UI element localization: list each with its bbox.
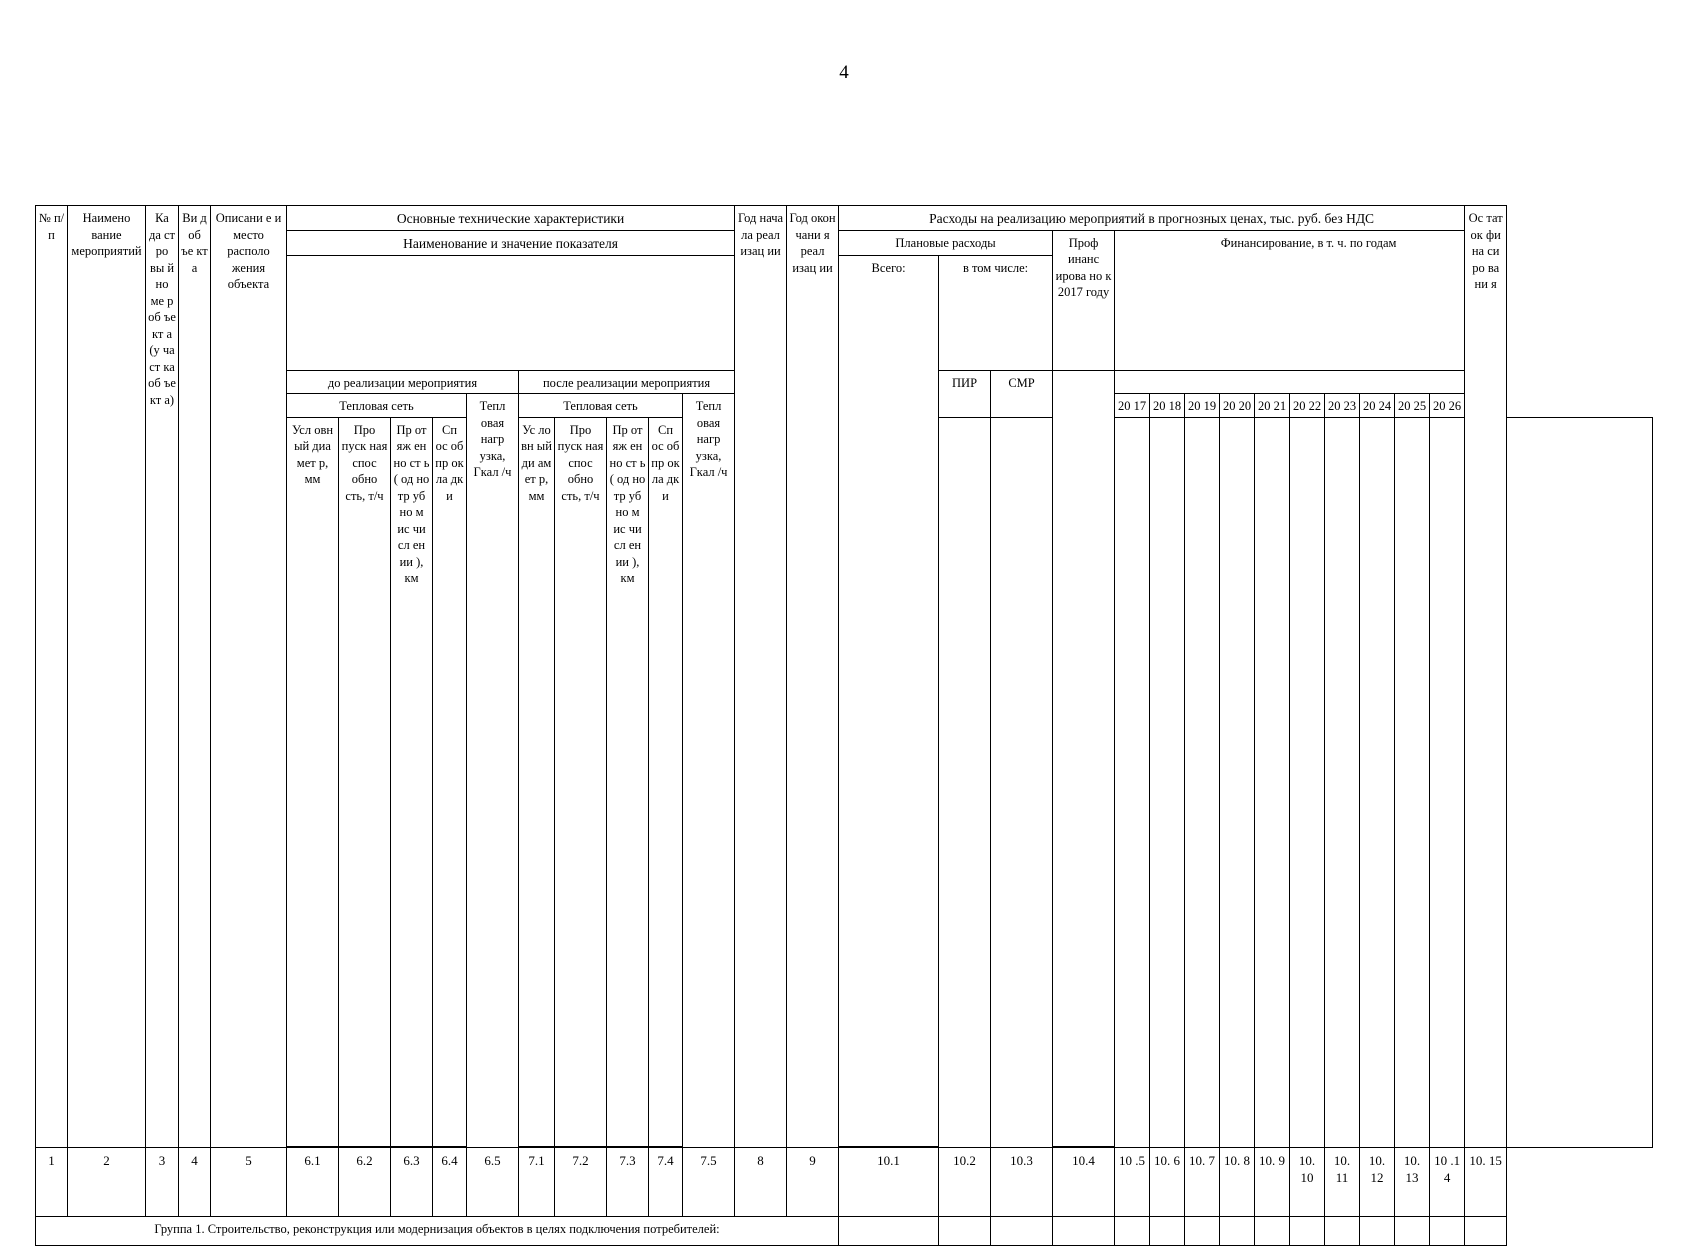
- group-cell-10-1: [839, 1216, 939, 1245]
- colnum-7-4: 7.4: [649, 1147, 683, 1216]
- year-body-2024: [1395, 417, 1430, 1147]
- year-header-2022: 20 22: [1290, 394, 1325, 418]
- year-header-2019: 20 19: [1185, 394, 1220, 418]
- measures-table-container: [35, 205, 1653, 1246]
- colnum-10-6: 10. 6: [1150, 1147, 1185, 1216]
- colnum-7-1: 7.1: [519, 1147, 555, 1216]
- colnum-10-1: 10.1: [839, 1147, 939, 1216]
- col-header-capacity-after: Про пуск ная спос обно сть, т/ч: [555, 417, 607, 1146]
- colnum-6-4: 6.4: [433, 1147, 467, 1216]
- group-cell-10-5: [1115, 1216, 1150, 1245]
- pir-body-cell: [939, 417, 991, 1147]
- year-body-2017: [1150, 417, 1185, 1147]
- col-header-np: № п/п: [36, 206, 68, 1148]
- year-header-2021: 20 21: [1255, 394, 1290, 418]
- group-cell-10-3: [991, 1216, 1053, 1245]
- group-cell-10-10: [1290, 1216, 1325, 1245]
- colnum-7-2: 7.2: [555, 1147, 607, 1216]
- col-header-tech-sub: Наименование и значение показателя: [287, 230, 735, 255]
- tech-header-spacer: [287, 255, 735, 370]
- col-header-description: Описани е и место располо жения объекта: [211, 206, 287, 1148]
- col-header-before: до реализации мероприятия: [287, 370, 519, 394]
- year-body-2025: [1430, 417, 1465, 1147]
- colnum-10-4: 10.4: [1053, 1147, 1115, 1216]
- colnum-10-2: 10.2: [939, 1147, 991, 1216]
- group-cell-10-8: [1220, 1216, 1255, 1245]
- col-header-year-start: Год нача ла реал изац ии: [735, 206, 787, 1148]
- col-header-length-after: Пр от яж ен но ст ь ( од но тр уб но м ис чи сл ен ии ), км: [607, 417, 649, 1146]
- year-body-2023: [1360, 417, 1395, 1147]
- header-row-1: [36, 206, 1653, 231]
- group-row-label: Группа 1. Строительство, реконструкция или модернизация объектов в целях подключения потребителей:: [36, 1216, 839, 1245]
- group-cell-10-2: [939, 1216, 991, 1245]
- group-cell-10-15: [1465, 1216, 1507, 1245]
- group-cell-10-6: [1150, 1216, 1185, 1245]
- year-header-2024: 20 24: [1360, 394, 1395, 418]
- colnum-10-13: 10. 13: [1395, 1147, 1430, 1216]
- col-header-year-end: Год окон чани я реал изац ии: [787, 206, 839, 1148]
- col-header-smr: СМР: [991, 370, 1053, 417]
- col-header-total: Всего:: [839, 255, 939, 1146]
- group-cell-10-12: [1360, 1216, 1395, 1245]
- year-header-2020: 20 20: [1220, 394, 1255, 418]
- year-body-2020: [1255, 417, 1290, 1147]
- col-header-laying-after: Сп ос об пр ок ла дк и: [649, 417, 683, 1146]
- col-header-after: после реализации мероприятия: [519, 370, 735, 394]
- year-body-2021: [1290, 417, 1325, 1147]
- colnum-10-9: 10. 9: [1255, 1147, 1290, 1216]
- col-header-vid: Ви д об ъе кт а: [179, 206, 211, 1148]
- year-body-2018: [1185, 417, 1220, 1147]
- colnum-7-3: 7.3: [607, 1147, 649, 1216]
- year-header-2025: 20 25: [1395, 394, 1430, 418]
- colnum-6-1: 6.1: [287, 1147, 339, 1216]
- col-header-prof: Проф инанс ирова но к 2017 году: [1053, 230, 1115, 370]
- col-header-diameter-after: Ус ло вн ый ди ам ет р, мм: [519, 417, 555, 1146]
- measures-table: [35, 205, 1653, 1246]
- colnum-10-5: 10 .5: [1115, 1147, 1150, 1216]
- colnum-9: 9: [787, 1147, 839, 1216]
- group-cell-10-13: [1395, 1216, 1430, 1245]
- year-body-2022: [1325, 417, 1360, 1147]
- group-row: [36, 1216, 1653, 1245]
- year-header-2023: 20 23: [1325, 394, 1360, 418]
- column-number-row: [36, 1147, 1653, 1216]
- col-header-heatload-before: Тепл овая нагр узка, Гкал /ч: [467, 394, 519, 1148]
- col-header-cadastr: Ка да ст ро вы й но ме р об ъе кт а (у ча ст ка об ъе кт а): [146, 206, 179, 1148]
- col-header-heatnet-after: Тепловая сеть: [519, 394, 683, 418]
- col-header-length-before: Пр от яж ен но ст ь ( од но тр уб но м ис чи сл ен ии ), км: [391, 417, 433, 1146]
- group-cell-10-14: [1430, 1216, 1465, 1245]
- colnum-6-5: 6.5: [467, 1147, 519, 1216]
- year-body-2026: [1507, 417, 1653, 1147]
- group-cell-10-4: [1053, 1216, 1115, 1245]
- colnum-10-12: 10. 12: [1360, 1147, 1395, 1216]
- year-body-2019: [1220, 417, 1255, 1147]
- prof-body-cell: [1115, 417, 1150, 1147]
- colnum-6-2: 6.2: [339, 1147, 391, 1216]
- col-header-financing: Финансирование, в т. ч. по годам: [1115, 230, 1465, 370]
- group-cell-10-11: [1325, 1216, 1360, 1245]
- col-header-name: Наимено вание мероприятий: [68, 206, 146, 1148]
- col-header-planned: Плановые расходы: [839, 230, 1053, 255]
- colnum-3: 3: [146, 1147, 179, 1216]
- colnum-1: 1: [36, 1147, 68, 1216]
- colnum-10-14: 10 .1 4: [1430, 1147, 1465, 1216]
- col-header-heatnet-before: Тепловая сеть: [287, 394, 467, 418]
- colnum-2: 2: [68, 1147, 146, 1216]
- year-header-2017: 20 17: [1115, 394, 1150, 418]
- col-header-pir: ПИР: [939, 370, 991, 417]
- colnum-6-3: 6.3: [391, 1147, 433, 1216]
- colnum-4: 4: [179, 1147, 211, 1216]
- colnum-5: 5: [211, 1147, 287, 1216]
- financing-years-spacer: [1115, 370, 1465, 394]
- prof-spacer: [1053, 370, 1115, 1146]
- colnum-10-8: 10. 8: [1220, 1147, 1255, 1216]
- col-header-including: в том числе:: [939, 255, 1053, 370]
- colnum-8: 8: [735, 1147, 787, 1216]
- col-header-rest: Ос тат ок фи на си ро ва ни я: [1465, 206, 1507, 1148]
- col-header-costs: Расходы на реализацию мероприятий в прогнозных ценах, тыс. руб. без НДС: [839, 206, 1465, 231]
- col-header-heatload-after: Тепл овая нагр узка, Гкал /ч: [683, 394, 735, 1148]
- colnum-10-3: 10.3: [991, 1147, 1053, 1216]
- col-header-diameter-before: Усл овн ый диа мет р, мм: [287, 417, 339, 1146]
- year-header-2018: 20 18: [1150, 394, 1185, 418]
- page-number: 4: [839, 62, 849, 83]
- group-cell-10-7: [1185, 1216, 1220, 1245]
- col-header-tech-main: Основные технические характеристики: [287, 206, 735, 231]
- col-header-laying-before: Сп ос об пр ок ла дк и: [433, 417, 467, 1146]
- col-header-capacity-before: Про пуск ная спос обно сть, т/ч: [339, 417, 391, 1146]
- group-cell-10-9: [1255, 1216, 1290, 1245]
- year-header-2026: 20 26: [1430, 394, 1465, 418]
- colnum-7-5: 7.5: [683, 1147, 735, 1216]
- colnum-10-15: 10. 15: [1465, 1147, 1507, 1216]
- colnum-10-11: 10. 11: [1325, 1147, 1360, 1216]
- colnum-10-7: 10. 7: [1185, 1147, 1220, 1216]
- colnum-10-10: 10. 10: [1290, 1147, 1325, 1216]
- smr-body-cell: [991, 417, 1053, 1147]
